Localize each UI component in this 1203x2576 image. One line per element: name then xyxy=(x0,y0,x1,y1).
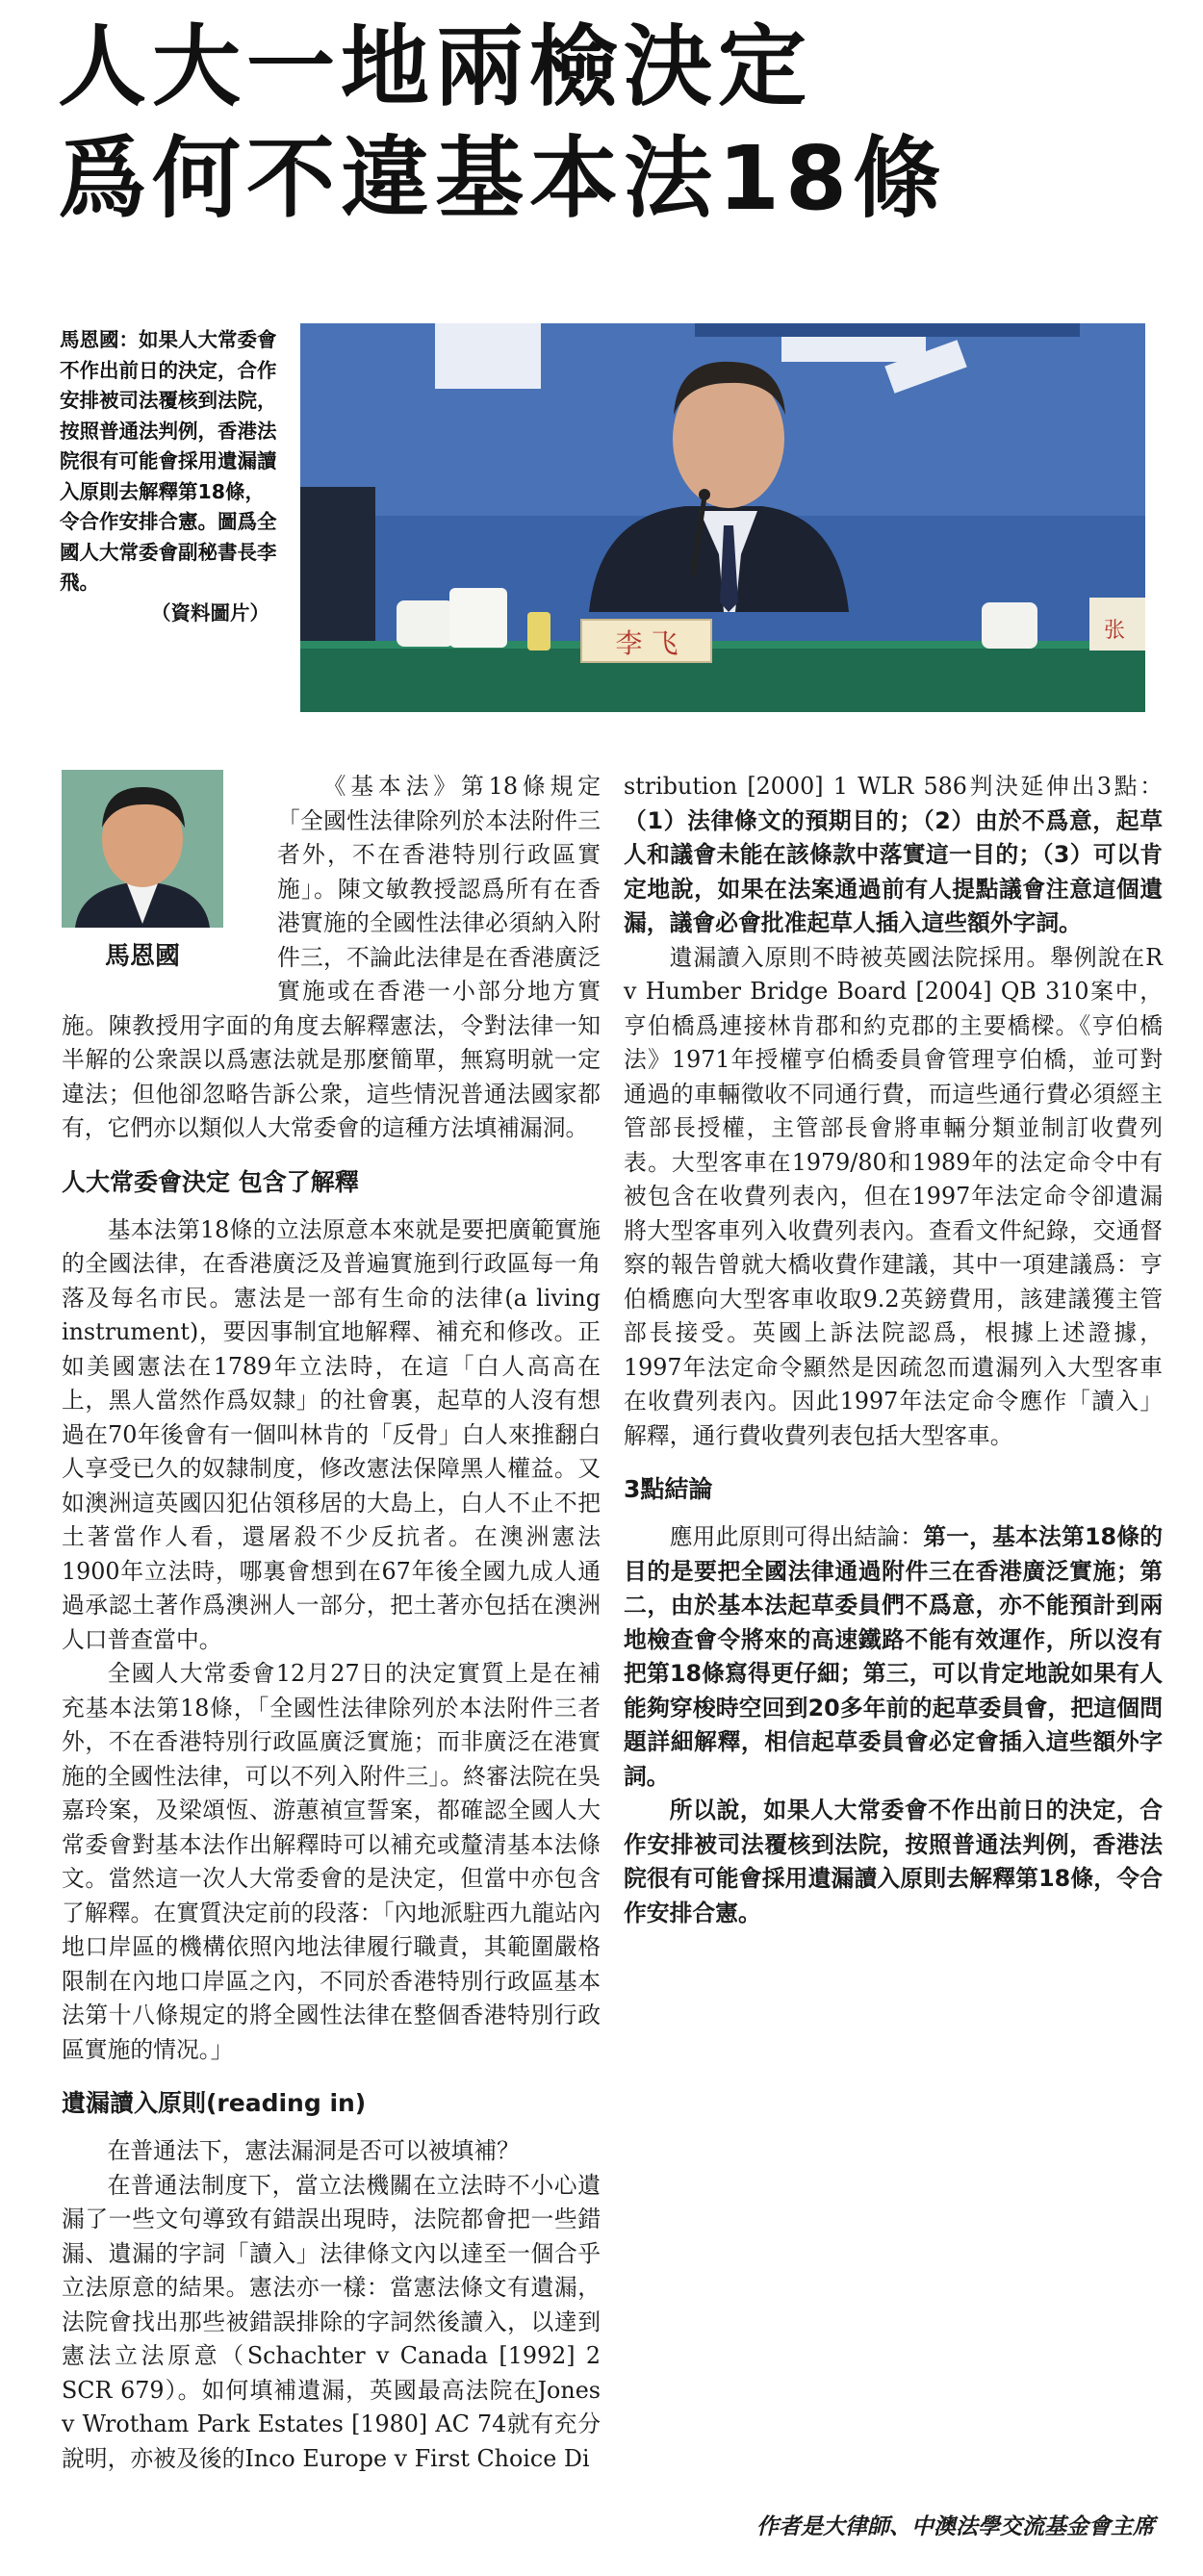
photo-caption-source: （資料圖片） xyxy=(151,600,269,625)
article-paragraph-8 xyxy=(624,1794,1163,1930)
headline xyxy=(58,12,1155,235)
article-column-right xyxy=(624,770,1163,1930)
article-paragraph-6: 遺漏讀入原則不時被英國法院採用。舉例說在R v Humber Bridge Board [2004] QB 310案中，亨伯橋爲連接林肯郡和約克郡的主要橋樑。《亨伯橋法》1971年授權亨伯橋委員會管理亨伯橋，並可對通過的車輛徵收不同通行費，而這些通行費必須經主管部長授權，主管部長會將車輛分類並制訂收費列表。大型客車在1979/80和1989年的法定命令中有被包含在收費列表內，但在1997年法定命令卻遺漏將大型客車列入收費列表內。查看文件紀錄，交通督察的報告曾就大橋收費作建議，其中一項建議爲：亨伯橋應向大型客車收取9.2英鎊費用，該建議獲主管部長接受。英國上訴法院認爲，根據上述證據，1997年法定命令顯然是因疏忽而遺漏列入大型客車在收費列表內。因此1997年法定命令應作「讀入」解釋，通行費收費列表包括大型客車。 xyxy=(624,943,1163,1449)
subheading-2: 遺漏讀入原則(reading in) xyxy=(62,2089,367,2117)
article-paragraph-1: 《基本法》第18條規定「全國性法律除列於本法附件三者外，不在香港特別行政區實施」。陳文敏教授認爲所有在香港實施的全國性法律必須納入附件三，不論此法律是在香港廣泛實施或在香港一小部分地方實施。陳教授用字面的角度去解釋憲法，令對法律一知半解的公衆誤以爲憲法就是那麼簡單，無寫明就一定違法；但他卻忽略告訴公衆，這些情況普通法國家都有，它們亦以類似人大常委會的這種方法填補漏洞。 xyxy=(62,773,601,1141)
article-paragraph-4: 在普通法下，憲法漏洞是否可以被填補？ xyxy=(107,2137,520,2164)
article-paragraph-5-continued xyxy=(624,770,1163,941)
author-name: 馬恩國 xyxy=(104,942,180,971)
author-photo-spacer xyxy=(62,770,277,985)
photo-caption xyxy=(60,325,279,628)
article-paragraph-5a-continued: stribution [2000] 1 WLR 586判決延伸出3點： xyxy=(624,773,1163,800)
article-paragraph-5a: 在普通法制度下，當立法機關在立法時不小心遺漏了一些文句導致有錯誤出現時，法院都會把一些錯漏、遺漏的字詞「讀入」法律條文內以達至一個合乎立法原意的結果。憲法亦一樣：當憲法條文有遺漏，法院會找出那些被錯誤排除的字詞然後讀入，以達到憲法立法原意（Schachter v Canada [1992] 2 SCR 679）。如何填補遺漏，英國最高法院在Jones v Wrotham Park Estates [1980] AC 74就有充分說明，亦被及後的Inco Europe v First Choice Di xyxy=(62,2171,601,2472)
press-conference-illustration xyxy=(300,323,1145,712)
article-paragraph-2: 基本法第18條的立法原意本來就是要把廣範實施的全國法律，在香港廣泛及普遍實施到行政區每一角落及每名市民。憲法是一部有生命的法律(a living instrument)，要因事制宜地解釋、補充和修改。正如美國憲法在1789年立法時，在這「白人高高在上，黑人當然作爲奴隸」的社會裏，起草的人沒有想過在70年後會有一個叫林肯的「反骨」白人來推翻白人享受已久的奴隸制度，修改憲法保障黑人權益。又如澳洲這英國囚犯佔領移居的大島上，白人不止不把土著當作人看，還屠殺不少反抗者。在澳洲憲法1900年立法時，哪裏會想到在67年後全國九成人通過承認土著作爲澳洲人一部分，把土著亦包括在澳洲人口普查當中。 xyxy=(62,1215,601,1653)
headline-line-1: 人大一地兩檢決定 xyxy=(58,15,813,118)
article-paragraph-5 xyxy=(62,2169,601,2477)
nameplate-right-text: 张 xyxy=(1103,619,1126,643)
headline-line-2: 爲何不違基本法18條 xyxy=(58,127,948,230)
article-paragraph-7a: 應用此原則可得出結論： xyxy=(669,1523,924,1550)
article-column-left xyxy=(62,770,601,2476)
article-paragraph-8-text: 所以說，如果人大常委會不作出前日的決定，合作安排被司法覆核到法院，按照普通法判例，香港法院很有可能會採用遺漏讀入原則去解釋第18條，令合作安排合憲。 xyxy=(624,1797,1163,1926)
article-paragraph-7 xyxy=(624,1520,1163,1794)
article-paragraph-5b-continued: （1）法律條文的預期目的；（2）由於不爲意，起草人和議會未能在該條款中落實這一目的；（3）可以肯定地說，如果在法案通過前有人提點議會注意這個遺漏，議會必會批准起草人插入這些額外字詞。 xyxy=(624,806,1163,936)
photo-caption-text: 馬恩國：如果人大常委會不作出前日的決定，合作安排被司法覆核到法院，按照普通法判例，香港法院很有可能會採用遺漏讀入原則去解釋第18條，令合作安排合憲。圖爲全國人大常委會副秘書長李飛。 xyxy=(60,328,277,594)
nameplate-text: 李 飞 xyxy=(615,627,678,659)
subheading-1: 人大常委會決定 包含了解釋 xyxy=(62,1167,359,1196)
press-conference-photo xyxy=(300,323,1145,712)
article-paragraph-3: 全國人大常委會12月27日的決定實質上是在補充基本法第18條，「全國性法律除列於本法附件三者外，不在香港特別行政區廣泛實施；而非廣泛在港實施的全國性法律，可以不列入附件三」。終審法院在吳嘉玲案，及梁頌恆、游蕙禎宣誓案，都確認全國人大常委會對基本法作出解釋時可以補充或釐清基本法條文。當然這一次人大常委會的是決定，但當中亦包含了解釋。在實質決定前的段落：「內地派駐西九龍站內地口岸區的機構依照內地法律履行職責，其範圍嚴格限制在內地口岸區之內，不同於香港特別行政區基本法第十八條規定的將全國性法律在整個香港特別行政區實施的情况。」 xyxy=(62,1660,601,2063)
article-paragraph-7b: 第一，基本法第18條的目的是要把全國法律通過附件三在香港廣泛實施；第二，由於基本法起草委員們不爲意，亦不能預計到兩地檢查會令將來的高速鐵路不能有效運作，所以沒有把第18條寫得更仔細；第三，可以肯定地說如果有人能夠穿梭時空回到20多年前的起草委員會，把這個問題詳細解釋，相信起草委員會必定會插入這些額外字詞。 xyxy=(624,1523,1163,1790)
subheading-3: 3點結論 xyxy=(624,1475,713,1503)
author-byline: 作者是大律師、中澳法學交流基金會主席 xyxy=(756,2514,1155,2539)
